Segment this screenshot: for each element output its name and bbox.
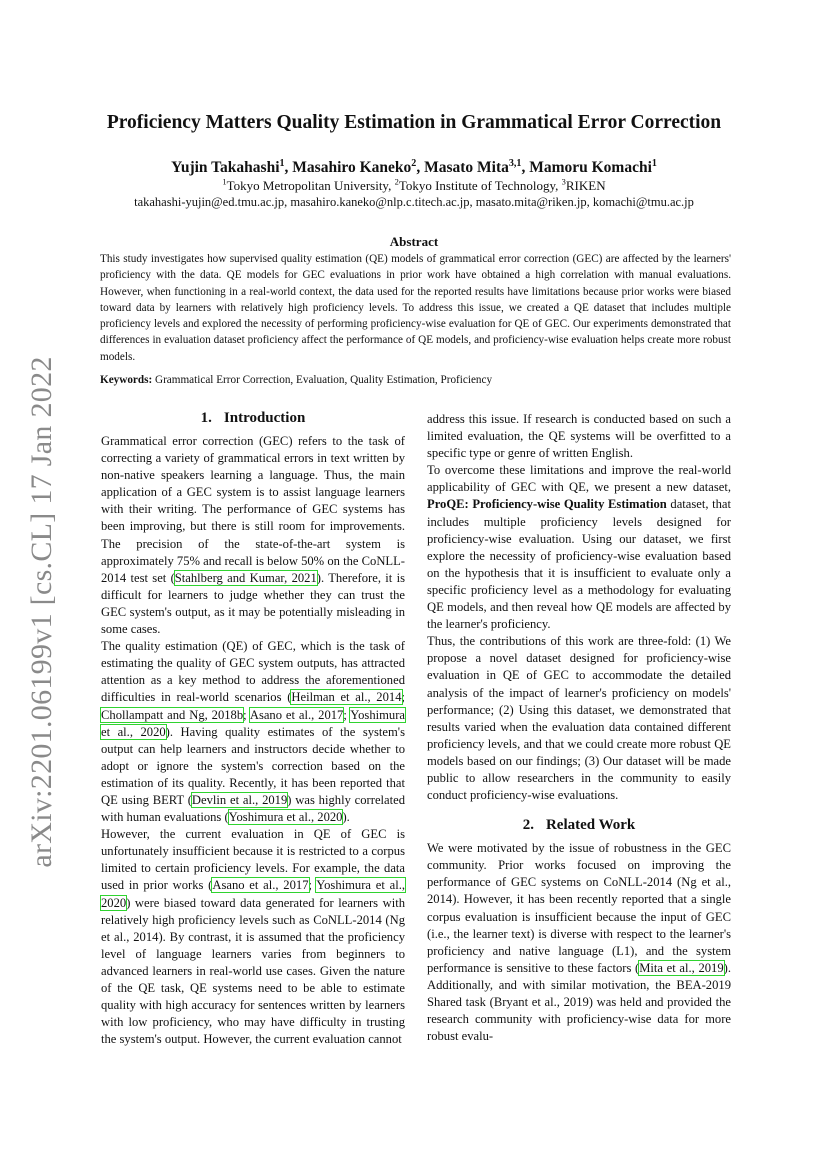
citation-link[interactable]: Asano et al., 2017 — [212, 878, 309, 893]
author-name: Masato Mita — [424, 159, 509, 176]
intro-paragraph-6: Thus, the contributions of this work are three-fold: (1) We propose a novel dataset designed for proficiency-wise evaluation in QE of GEC to accommodate the detailed analysis of the impact of learner's proficiency on models' performance; (2) Using this dataset, we demonstrated that results varied when the evaluation data contained different proficiency levels, and that we could create more robust QE models based on our findings; (3) Our dataset will be made public to allow researchers in the community to easily conduct proficiency-wise evaluations. — [427, 634, 731, 803]
related-paragraph-1: We were motivated by the issue of robustness in the GEC community. Prior works focused on improving the performance of GEC systems on CoNLL-2014 (Ng et al., 2014). However, it has been recently reported that a single corpus evaluation is insufficient because the input of GEC (i.e., the learner text) is diverse with respect to the learner's proficiency and native language (L1), and the system performance is sensitive to these factors (Mita et al., 2019). Additionally, and with similar motivation, the BEA-2019 Shared task (Bryant et al., 2019) was held and provided the research community with proficiency-wise data for more robust evalu- — [427, 841, 731, 1044]
affiliation-name: Tokyo Institute of Technology — [398, 178, 556, 193]
affil-mark: 3 — [561, 176, 566, 187]
section-title: Introduction — [223, 410, 306, 426]
citation-link[interactable]: Mita et al., 2019 — [639, 960, 724, 975]
author-list: Yujin Takahashi$^1$, Masahiro Kaneko$^2$, Masato Mita$^{3,1}$, Mamoru Komachi$^1$ — [171, 157, 657, 176]
affil-mark: 1 — [222, 176, 227, 187]
citation-link[interactable]: Chollampatt and Ng, 2018b — [101, 707, 244, 722]
abstract-heading: Abstract — [389, 234, 439, 249]
paper-title: Proficiency Matters Quality Estimation in Grammatical Error Correction — [106, 112, 722, 133]
arxiv-identifier-stamp — [22, 356, 62, 868]
author-name: Yujin Takahashi — [171, 159, 280, 176]
author-affil-mark: 3,1 — [508, 157, 522, 169]
author-emails: takahashi-yujin@ed.tmu.ac.jp, masahiro.kaneko@nlp.c.titech.ac.jp, masato.mita@riken.jp, komachi@tmu.ac.jp — [134, 195, 694, 209]
affiliation-name: Tokyo Metropolitan University — [226, 178, 389, 193]
citation-link[interactable]: Yoshimura et al., 2020 — [101, 878, 405, 910]
affiliation-list: $^1$Tokyo Metropolitan University, $^2$Tokyo Institute of Technology, $^3$RIKEN — [222, 176, 606, 193]
author-affil-mark: 1 — [279, 157, 285, 169]
affiliation-name: RIKEN — [565, 178, 606, 193]
affil-mark: 2 — [394, 176, 399, 187]
citation-link[interactable]: Asano et al., 2017 — [249, 707, 344, 722]
intro-paragraph-2: The quality estimation (QE) of GEC, which is the task of estimating the quality of GEC system outputs, has attracted attention as a key method to address the aforementioned difficulties in real-world scenarios (Heilman et al., 2014; Chollampatt and Ng, 2018b; Asano et al., 2017; Yoshimura et al., 2020). Having quality estimates of the system's output can help learners and instructors decide whether to adopt or ignore the system's correction based on the estimation of its quality. Recently, it has been reported that QE using BERT (Devlin et al., 2019) was highly correlated with human evaluations (Yoshimura et al., 2020). — [101, 639, 406, 825]
citation-link[interactable]: Heilman et al., 2014 — [291, 690, 402, 705]
citation-link[interactable]: Devlin et al., 2019 — [191, 792, 288, 807]
keywords-label: Keywords: — [100, 374, 153, 386]
keywords-text: Grammatical Error Correction, Evaluation, Quality Estimation, Proficiency — [155, 374, 493, 386]
citation-link[interactable]: Yoshimura et al., 2020 — [101, 707, 405, 739]
left-column — [101, 407, 405, 1048]
dataset-name: ProQE: Proficiency-wise Quality Estimation — [427, 497, 667, 512]
citation-link[interactable]: Yoshimura et al., 2020 — [228, 810, 343, 825]
section-title: Related Work — [545, 817, 636, 834]
citation-link[interactable]: Stahlberg and Kumar, 2021 — [174, 570, 317, 585]
author-affil-mark: 2 — [411, 157, 417, 169]
intro-paragraph-5: To overcome these limitations and improve the real-world applicability of GEC with QE, we present a new dataset, ProQE: Proficiency-wise Quality Estimation dataset, that includes multiple proficiency levels designed for proficiency-wise evaluation. Using our dataset, we first explore the necessity of proficiency-wise evaluation based on the hypothesis that it is insufficient to evaluate only a specific proficiency level as a methodology for evaluating QE models, and then reveal how QE models are affected by the learner's proficiency. — [427, 463, 731, 632]
intro-paragraph-4: address this issue. If research is conducted based on such a limited evaluation, the QE systems will be overfitted to a specific type or genre of written English. — [427, 412, 731, 461]
section-number: 2. — [522, 817, 534, 834]
intro-paragraph-1: Grammatical error correction (GEC) refers to the task of correcting a variety of grammatical errors in text written by non-native speakers learning a language. Thus, the main application of a GEC system is to assist language learners with their writing. The performance of GEC systems has been improving, but there is still room for improvements. The precision of the state-of-the-art system is approximately 75% and recall is below 50% on the CoNLL-2014 test set (Stahlberg and Kumar, 2021). Therefore, it is difficult for learners to judge whether they can trust the GEC system's output, as it may be potentially misleading in some cases. — [101, 434, 405, 637]
keywords-line — [100, 374, 731, 386]
right-column — [427, 411, 731, 1045]
abstract-body: This study investigates how supervised quality estimation (QE) models of grammatical error correction (GEC) are affected by the learners' proficiency with the data. QE models for GEC evaluations in prior work have obtained a high correlation with manual evaluations. However, when functioning in a real-world context, the data used for the reported results have limitations because prior works were biased toward data by learners with relatively high proficiency levels. To address this issue, we created a QE dataset that includes multiple proficiency levels and explored the necessity of performing proficiency-wise evaluation for QE of GEC. Our experiments demonstrated that differences in evaluation dataset proficiency affect the performance of QE models, and proficiency-wise evaluation helps create more robust models. — [100, 253, 731, 363]
section-number: 1. — [200, 410, 212, 426]
section-heading-related-work — [427, 814, 731, 836]
intro-paragraph-3: However, the current evaluation in QE of GEC is unfortunately insufficient because it is restricted to a corpus limited to certain proficiency levels. For example, the data used in prior works (Asano et al., 2017; Yoshimura et al., 2020) were biased toward data generated for learners with relatively high proficiency levels such as CoNLL-2014 (Ng et al., 2014). By contrast, it is assumed that the proficiency level of language learners varies from beginners to advanced learners in real-world use cases. Given the nature of the QE task, QE systems need to be able to estimate quality with high accuracy for sentences written by learners with low proficiency, who may have difficulty in trusting the system's output. However, the current evaluation cannot — [101, 827, 405, 1047]
author-name: Mamoru Komachi — [529, 159, 652, 176]
arxiv-id-text: arXiv:2201.06199v1 [cs.CL] 17 Jan 2022 — [25, 356, 58, 868]
author-name: Masahiro Kaneko — [292, 159, 412, 176]
author-affil-mark: 1 — [651, 157, 657, 169]
section-heading-introduction — [101, 407, 405, 429]
